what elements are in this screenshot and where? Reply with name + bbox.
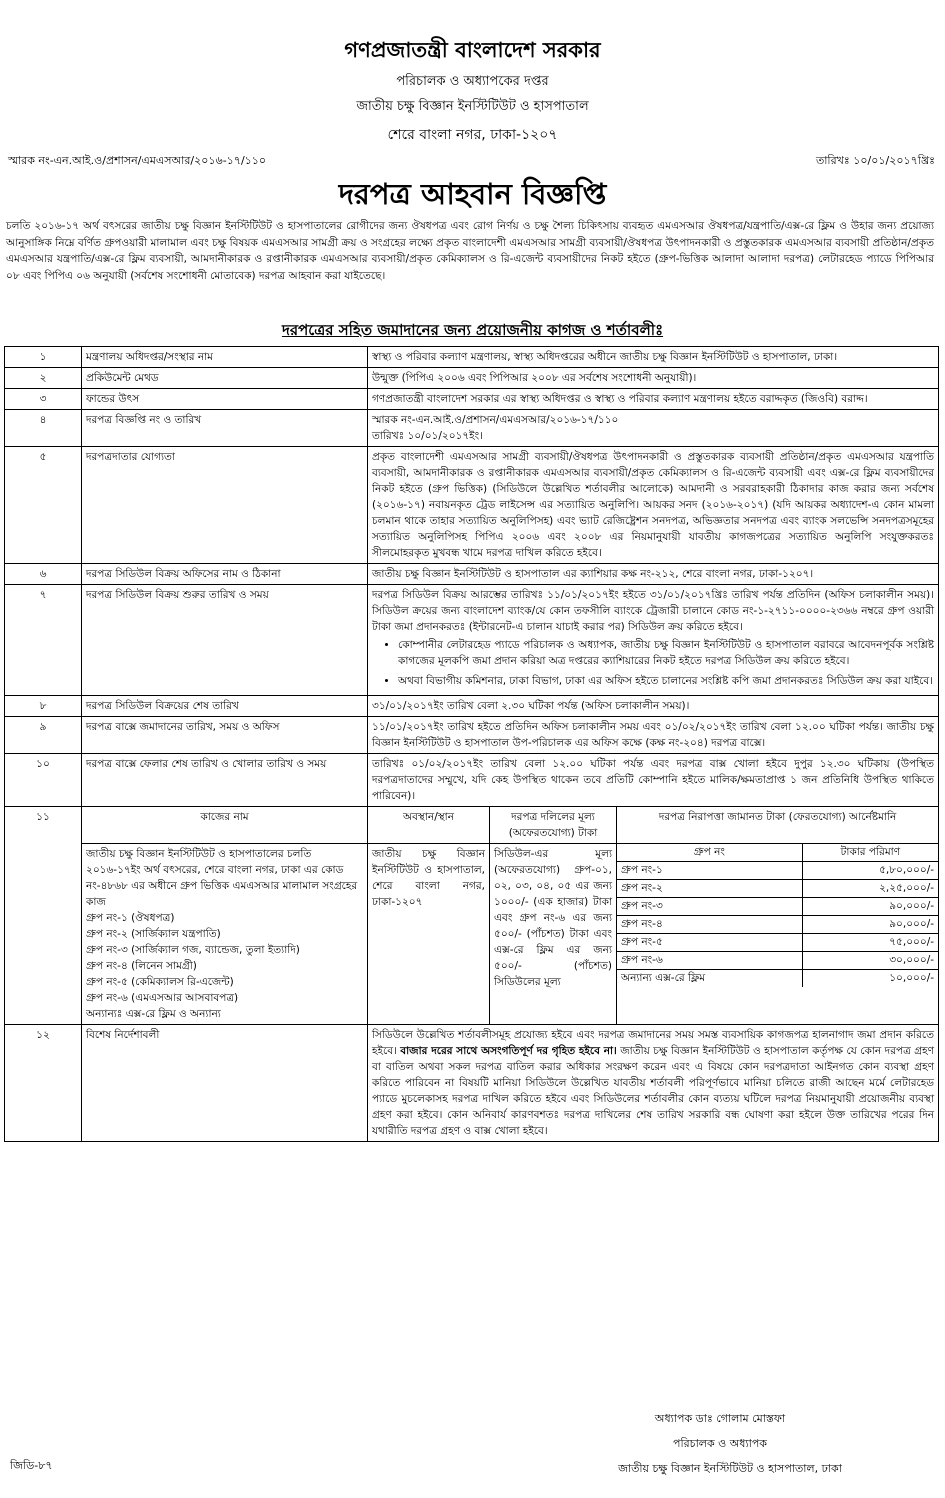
list-item: গ্রুপ নং-৬ (এমএসআর আসবাবপত্র)	[86, 992, 239, 1004]
row-number: ৮	[5, 696, 82, 717]
government-name: গণপ্রজাতন্ত্রী বাংলাদেশ সরকার	[344, 38, 601, 62]
row-value	[368, 410, 939, 447]
row-value: তারিখঃ ০১/০২/২০১৭ইং তারিখ বেলা ১২.০০ ঘটিকা পর্যন্ত এবং দরপত্র বাক্স খোলা হইবে দুপুর ১২.৩০ ঘটিকায় (উপস্থিত দরপত্রদাতাদের সম্মুখে, যদি কেহ উপস্থিত থাকেন তবে প্রতিটি কোম্পানি হইতে মালিক/ক্ষমতাপ্রাপ্ত ১ জন প্রতিনিধি উপস্থিত থাকিতে পারিবেন)।	[368, 754, 939, 807]
table-row	[5, 347, 939, 368]
sec-group: গ্রুপ নং-২	[617, 880, 802, 898]
sec-col-amount: টাকার পরিমাণ	[802, 844, 938, 862]
sec-amount: ২,২৫,০০০/-	[802, 880, 938, 898]
row-value: জাতীয় চক্ষু বিজ্ঞান ইনস্টিটিউট ও হাসপাতাল এর ক্যাশিয়ার কক্ষ নং-২১২, শেরে বাংলা নগর, ঢাকা-১২০৭।	[368, 564, 939, 585]
row-label: দরপত্র সিডিউল বিক্রয় অফিসের নাম ও ঠিকানা	[82, 564, 368, 585]
row-number: ৬	[5, 564, 82, 585]
work-cell	[82, 844, 368, 1025]
table-row	[5, 564, 939, 585]
table-row	[617, 970, 938, 988]
sec-amount: ৫,৮০,০০০/-	[802, 862, 938, 880]
list-item: গ্রুপ নং-৫ (কেমিক্যালস রি-এজেন্ট)	[86, 976, 234, 988]
sec-amount: ১০,০০০/-	[802, 970, 938, 988]
table-row	[5, 754, 939, 807]
row-label: প্রকিউমেন্ট মেথড	[82, 368, 368, 389]
list-item: গ্রুপ নং-৪ (লিনেন সামগ্রী)	[86, 960, 197, 972]
table-row	[5, 368, 939, 389]
table-row	[5, 447, 939, 564]
table-row	[5, 585, 939, 696]
row-label: দরপত্র সিডিউল বিক্রয়ের শেষ তারিখ	[82, 696, 368, 717]
table-row	[617, 916, 938, 934]
row-label: দরপত্র বিজ্ঞপ্তি নং ও তারিখ	[82, 410, 368, 447]
list-item: • অথবা বিভাগীয় কমিশনার, ঢাকা বিভাগ, ঢাকা এর অফিস হইতে চালানের সংশ্লিষ্ট কপি জমা প্রদানকরতঃ সিডিউল ক্রয় করা যাইবে।	[398, 673, 934, 689]
memo-date: তারিখঃ ১০/০১/২০১৭খ্রিঃ	[815, 154, 935, 167]
footer-code: জিডি-৮৭	[10, 1459, 53, 1472]
institute-name: জাতীয় চক্ষু বিজ্ঞান ইনস্টিটিউট ও হাসপাতাল	[356, 99, 589, 114]
row-number: ১২	[5, 1025, 82, 1142]
row-number: ৪	[5, 410, 82, 447]
price-cell: সিডিউল-এর মূল্য (অফেরতযোগ্য) গ্রুপ-০১, ০২, ০৩, ০৪, ০৫ এর জন্য ১০০০/- (এক হাজার) টাকা এবং গ্রুপ নং-৬ এর জন্য ৫০০/- (পাঁচশত) টাকা এবং এক্স-রে ফ্লিম এর জন্য ৫০০/- (পাঁচশত) সিডিউলের মূল্য	[490, 844, 617, 1025]
sec-group: অন্যান্য এক্স-রে ফ্লিম	[617, 970, 802, 988]
row-value: স্বাস্থ্য ও পরিবার কল্যাণ মন্ত্রণালয়, স্বাস্থ্য অধিদপ্তরের অধীনে জাতীয় চক্ষু বিজ্ঞান ইনস্টিটিউট ও হাসপাতাল, ঢাকা।	[368, 347, 939, 368]
location-cell: জাতীয় চক্ষু বিজ্ঞান ইনস্টিটিউট ও হাসপাতাল, শেরে বাংলা নগর, ঢাকা-১২০৭	[368, 844, 490, 1025]
security-cell	[617, 844, 939, 1025]
row-number: ৭	[5, 585, 82, 696]
security-table	[617, 844, 938, 987]
row-label: মন্ত্রণালয় অধিদপ্তর/সংস্থার নাম	[82, 347, 368, 368]
table-row	[617, 880, 938, 898]
conditions-heading: দরপত্রের সহিত জমাদানের জন্য প্রয়োজনীয় কাগজ ও শর্তাবলীঃ	[281, 321, 664, 339]
row-label: দরপত্র বাক্সে ফেলার শেষ তারিখ ও খোলার তারিখ ও সময়	[82, 754, 368, 807]
table-row	[617, 898, 938, 916]
row-number: ৫	[5, 447, 82, 564]
table-row	[5, 717, 939, 754]
sec-amount: ৯০,০০০/-	[802, 898, 938, 916]
row-value: গণপ্রজাতন্ত্রী বাংলাদেশ সরকার এর স্বাস্থ্য অধিদপ্তর ও স্বাস্থ্য ও পরিবার কল্যাণ মন্ত্রণালয় হইতে বরাদ্দকৃত (জিওবি) বরাদ্দ।	[368, 389, 939, 410]
sec-amount: ৭৫,০০০/-	[802, 934, 938, 952]
sec-group: গ্রুপ নং-৪	[617, 916, 802, 934]
table-row	[5, 1025, 939, 1142]
row-value	[368, 585, 939, 696]
row-value: ১১/০১/২০১৭ইং তারিখ হইতে প্রতিদিন অফিস চলাকালীন সময় এবং ০১/০২/২০১৭ইং তারিখ বেলা ১২.০০ ঘটিকা পর্যন্ত। জাতীয় চক্ষু বিজ্ঞান ইনস্টিটিউট ও হাসপাতাল উপ-পরিচালক এর অফিস কক্ষে (কক্ষ নং-২০৪) দরপত্র বাক্সে।	[368, 717, 939, 754]
row-value: প্রকৃত বাংলাদেশী এমএসআর সামগ্রী ব্যবসায়ী/ঔষধপত্র উৎপাদনকারী ও প্রস্তুতকারক ব্যবসায়ী প্রতিষ্ঠান/প্রকৃত এমএসআর যন্ত্রপাতি ব্যবসায়ী, আমদানীকারক ও রপ্তানীকারক এমএসআর ব্যবসায়ী/প্রকৃত কেমিক্যালস ও রি-এজেন্ট ব্যবসায়ী এবং এক্স-রে ফ্লিম ব্যবসায়ীদের নিকট হইতে (গ্রুপ ভিত্তিক) (সিডিউলে উল্লেখিত শর্তাবলীর আলোকে) আমদানী ও সরবরাহকারী ঠিকাদার কাজ করার জন্য সর্বশেষ (২০১৬-১৭) নবায়নকৃত ট্রেড লাইসেন্স এর সত্যায়িত অনুলিপি। আয়কর সনদ (২০১৬-২০১৭) (যদি আয়কর অধ্যাদেশ-এ কোন মামলা চলমান থাকে তাহার সত্যায়িত অনুলিপিসহ) এবং ভ্যাট রেজিষ্ট্রেশন সনদপত্র, অভিজ্ঞতার সনদপত্র এবং ব্যাংক সলভেন্সি সনদপত্রসমূহের সত্যায়িত অনুলিপিসহ পিপিএ ২০০৬ এবং ২০০৮ এর নিয়মানুযায়ী যাবতীয় কাগজপত্রের সত্যায়িত অনুলিপি সংযুক্তকরতঃ সীলমোহরকৃত মুখবন্ধ খামে দরপত্র দাখিল করিতে হইবে।	[368, 447, 939, 564]
sec-amount: ৩০,০০০/-	[802, 952, 938, 970]
row-number: ১	[5, 347, 82, 368]
special-instructions	[368, 1025, 939, 1142]
sec-group: গ্রুপ নং-৫	[617, 934, 802, 952]
signatory-org: জাতীয় চক্ষু বিজ্ঞান ইনস্টিটিউট ও হাসপাতাল, ঢাকা	[618, 1462, 842, 1475]
table-row	[5, 696, 939, 717]
signatory-designation: পরিচালক ও অধ্যাপক	[672, 1437, 767, 1450]
sec-group: গ্রুপ নং-৬	[617, 952, 802, 970]
instructions-text: সিডিউলে উল্লেখিত শর্তাবলীসমূহ প্রযোজ্য হইবে এবং দরপত্র জমাদানের সময় সমস্ত ব্যবসায়িক কাগজপত্র হালনাগাদ জমা প্রদান করিতে হইবে।	[372, 1029, 935, 1057]
row-number: ১১	[5, 807, 82, 1025]
conditions-table	[4, 346, 939, 1142]
sec-col-group: গ্রুপ নং	[617, 844, 802, 862]
list-item: গ্রুপ নং-২ (সার্জিক্যাল যন্ত্রপাতি)	[86, 928, 221, 940]
table-row	[617, 934, 938, 952]
work-description: জাতীয় চক্ষু বিজ্ঞান ইনস্টিটিউট ও হাসপাতালের চলতি ২০১৬-১৭ইং অর্থ বৎসরের, শেরে বাংলা নগর, ঢাকা এর কোড নং-৪৮৬৮ এর অধীনে গ্রুপ ভিত্তিক এমএসআর মালামাল সংগ্রহের কাজ	[86, 848, 358, 908]
institute-address: শেরে বাংলা নগর, ঢাকা-১২০৭	[387, 127, 558, 143]
notice-title: দরপত্র আহবান বিজ্ঞপ্তি	[338, 177, 607, 211]
row-number: ৩	[5, 389, 82, 410]
list-item: গ্রুপ নং-১ (ঔষধপত্র)	[86, 912, 175, 924]
row-label: বিশেষ নির্দেশাবলী	[82, 1025, 368, 1142]
office-name: পরিচালক ও অধ্যাপকের দপ্তর	[396, 74, 549, 89]
row-label: দরপত্র বাক্সে জমাদানের তারিখ, সময় ও অফিস	[82, 717, 368, 754]
list-item: গ্রুপ নং-৩ (সার্জিক্যাল গজ, ব্যান্ডেজ, তুলা ইত্যাদি)	[86, 944, 300, 956]
table-row	[5, 807, 939, 844]
row-number: ২	[5, 368, 82, 389]
table-row	[617, 862, 938, 880]
table-row	[5, 410, 939, 447]
row-value: ৩১/০১/২০১৭ইং তারিখ বেলা ২.৩০ ঘটিকা পর্যন্ত (অফিস চলাকালীন সময়)।	[368, 696, 939, 717]
col-header-security: দরপত্র নিরাপত্তা জামানত টাকা (ফেরতযোগ্য) আর্নেষ্টমানি	[617, 807, 939, 844]
sec-group: গ্রুপ নং-৩	[617, 898, 802, 916]
list-item: • কোম্পানীর লেটারহেড প্যাডে পরিচালক ও অধ্যাপক, জাতীয় চক্ষু বিজ্ঞান ইনস্টিটিউট ও হাসপাতাল বরাবরে আবেদনপূর্বক সংশ্লিষ্ট কাগজের মূলকপি জমা প্রদান করিয়া অত্র দপ্তরের ক্যাশিয়ারের নিকট হইতে দরপত্র সিডিউল ক্রয় করিতে হইবে।	[398, 637, 934, 669]
row-label: ফান্ডের উৎস	[82, 389, 368, 410]
memo-number: স্মারক নং-এন.আই.ও/প্রশাসন/এমএসআর/২০১৬-১৭/১১০	[8, 154, 267, 167]
sec-amount: ৯০,০০০/-	[802, 916, 938, 934]
schedule-purchase-options	[372, 637, 934, 689]
row-value: উন্মুক্ত (পিপিএ ২০০৬ এবং পিপিআর ২০০৮ এর সর্বশেষ সংশোধনী অনুযায়ী)।	[368, 368, 939, 389]
instructions-bold: বাজার দরের সাথে অসংগতিপূর্ণ দর গৃহিত হইবে না।	[400, 1045, 617, 1057]
list-item: অন্যান্যঃ এক্স-রে ফ্লিম ও অন্যান্য	[86, 1008, 221, 1020]
col-header-location: অবস্থান/স্থান	[368, 807, 490, 844]
col-header-work: কাজের নাম	[82, 807, 368, 844]
intro-paragraph: চলতি ২০১৬-১৭ অর্থ বৎসরের জাতীয় চক্ষু বিজ্ঞান ইনস্টিটিউট ও হাসপাতালের রোগীদের জন্য ঔষধপত্র এবং রোগ নির্ণয় ও চক্ষু শৈল্য চিকিৎসায় ব্যবহৃত এমএসআর ঔষধপত্র/যন্ত্রপাতি/এক্স-রে ফ্লিম ও উহার জন্য প্রয়োজ্য আনুসাঙ্গিক নিম্নে বর্ণিত গ্রুপওয়ারী মালামাল এবং চক্ষু বিষয়ক এমএসআর সামগ্রী ক্রয় ও সংগ্রহের লক্ষ্যে প্রকৃত বাংলাদেশী এমএসআর সামগ্রী ব্যবসায়ী/ঔষধপত্র উৎপাদনকারী ও প্রস্তুতকারক এমএসআর ব্যবসায়ী প্রতিষ্ঠান/প্রকৃত এমএসআর যন্ত্রপাতি/এক্স-রে ফ্লিম ব্যবসায়ী, আমদানীকারক ও রপ্তানীকারক এমএসআর ব্যবসায়ী/প্রকৃত কেমিক্যালস ও রি-এজেন্ট ব্যবসায়ীদের নিকট হইতে (গ্রুপ-ভিত্তিক আলাদা আলাদা দরপত্র) লেটারহেড প্যাডে পিপিআর ০৮ এবং পিপিএ ০৬ অনুযায়ী (সর্বশেষ সংশোধনী মোতাবেক) দরপত্র আহবান করা যাইতেছে।	[6, 220, 934, 282]
col-header-price: দরপত্র দলিলের মূল্য (অফেরতযোগ্য) টাকা	[490, 807, 617, 844]
memo-reference-date: তারিখঃ ১০/০১/২০১৭ইং।	[372, 430, 483, 442]
row-number: ৯	[5, 717, 82, 754]
row-label: দরপত্র সিডিউল বিক্রয় শুরুর তারিখ ও সময়	[82, 585, 368, 696]
table-row	[5, 389, 939, 410]
table-row	[617, 952, 938, 970]
table-row	[5, 844, 939, 1025]
sec-group: গ্রুপ নং-১	[617, 862, 802, 880]
memo-reference: স্মারক নং-এন.আই.ও/প্রশাসন/এমএসআর/২০১৬-১৭/১১০	[372, 414, 619, 426]
signatory-name: অধ্যাপক ডাঃ গোলাম মোস্তফা	[654, 1412, 786, 1425]
instructions-text: জাতীয় চক্ষু বিজ্ঞান ইনস্টিটিউট ও হাসপাতাল কর্তৃপক্ষ যে কোন দরপত্র গ্রহণ বা বাতিল অথবা সকল দরপত্র বাতিল করার অধিকার সংরক্ষণ করেন এবং এ বিষয়ে কোন দরপত্রদাতা আইনগত কোন ব্যবস্থা গ্রহণ করিতে পারিবেন না বিষয়টি মানিয়া সিডিউলে উল্লেখিত যাবতীয় শর্তাবলী পরিপূর্ণভাবে মানিয়া চলিতে রাজী আছেন মর্মে লেটারহেড প্যাডে মুচলেকাসহ দরপত্র দাখিল করিতে হইবে এবং সিডিউলের শর্তাবলীর কোন ব্যত্যয় ঘটিলে দরপত্র নিয়মানুযায়ী প্রয়োজনীয় ব্যবস্থা গ্রহণ করা হইবে। কোন অনিবার্য কারণবশতঃ দরপত্র দাখিলের শেষ তারিখ সরকারি বন্ধ ঘোষণা করা হইলে উক্ত তারিখের পরের দিন যথারীতি দরপত্র গ্রহণ ও বাক্স খোলা হইবে।	[372, 1045, 935, 1137]
schedule-sale-text: দরপত্র সিডিউল বিক্রয় আরম্ভের তারিখঃ ১১/০১/২০১৭ইং হইতে ৩১/০১/২০১৭খ্রিঃ তারিখ পর্যন্ত প্রতিদিন (অফিস চলাকালীন সময়)। সিডিউল ক্রয়ের জন্য বাংলাদেশ ব্যাংক/যে কোন তফসীলি ব্যাংকে ট্রেজারী চালানে কোড নং-১-২৭১১-০০০০-২৩৬৬ নম্বরে গ্রুপ ওয়ারী টাকা জমা প্রদানকরতঃ (ইন্টারনেট-এ চালান যাচাই করার পর) সিডিউল ক্রয় করিতে হইবে।	[372, 589, 935, 633]
row-label: দরপত্রদাতার যোগ্যতা	[82, 447, 368, 564]
row-number: ১০	[5, 754, 82, 807]
